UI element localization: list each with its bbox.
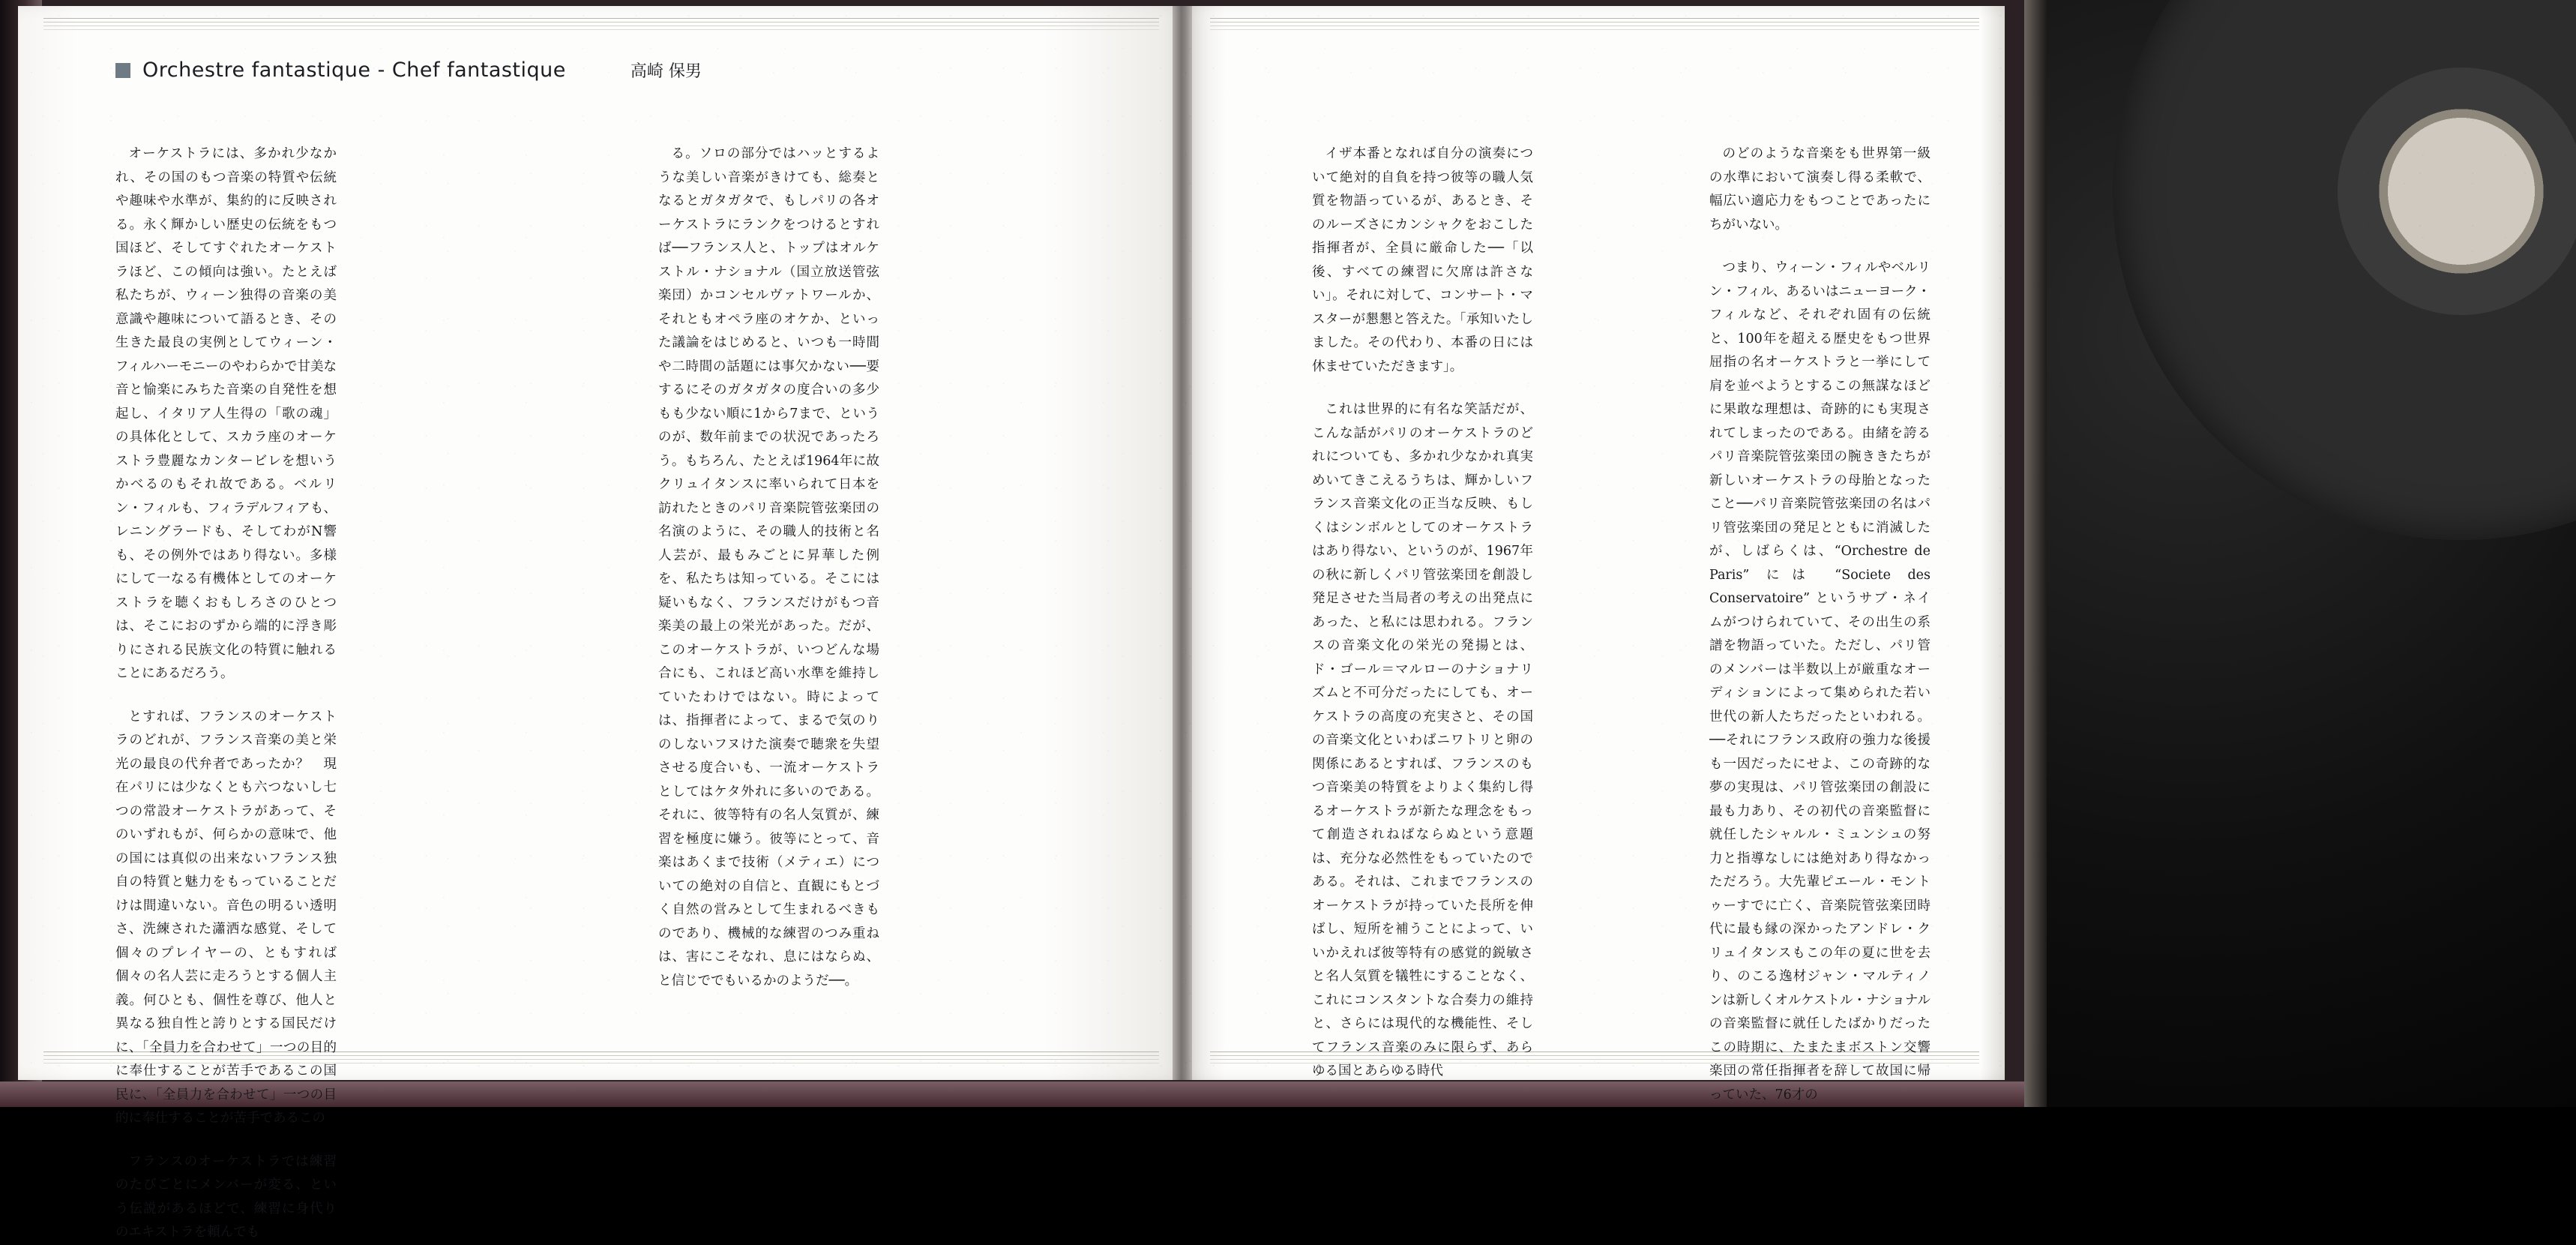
page-title: Orchestre fantastique - Chef fantastique xyxy=(142,58,566,82)
paragraph: のどのような音楽をも世界第一級の水準において演奏し得る柔軟で、幅広い適応力をもつことであったにちがいない。 xyxy=(1709,146,1931,232)
text-column-4 xyxy=(1709,142,1931,1107)
compact-disc xyxy=(2113,0,2576,540)
page-gutter xyxy=(1173,6,1192,1080)
paragraph: る。ソロの部分ではハッとするような美しい音楽がきけても、総奏となるとガタガタで、もしパリの各オーケストラにランクをつけるとすれば──フランス人と、トップはオルケストル・ナショナル（国立放送管弦楽団）かコンセルヴァトワールか、それともオペラ座のオケか、といった議論をはじめると、いつも一時間や二時間の話題には事欠かない──要するにそのガタガタの度合いの多少もも少ない順に1から7まで、というのが、数年前までの状況であったろう。もちろん、たとえば1964年に故クリュイタンスに率いられて日本を訪れたときのパリ音楽院管弦楽団の名演のように、その職人的技術と名人芸が、最もみごとに昇華した例を、私たちは知っている。そこには疑いもなく、フランスだけがもつ音楽美の最上の栄光があった。だが、このオーケストラが、いつどんな場合にも、これほど高い水準を維持していたわけではない。時によっては、指揮者によって、まるで気のりのしないフヌけた演奏で聴衆を失望させる度合いも、一流オーケストラとしてはケタ外れに多いのである。それに、彼等特有の名人気質が、練習を極度に嫌う。彼等にとって、音楽はあくまで技術（メティエ）についての絶対の自信と、直観にもとづく自然の営みとして生まれるべきものであり、機械的な練習のつみ重ねは、害にこそなれ、息にはならぬ、と信じででもいるかのようだ──。 xyxy=(658,146,879,988)
text-column-1 xyxy=(115,142,337,1245)
tray-lip xyxy=(2024,0,2047,1107)
page-left-top-rules xyxy=(43,18,1159,34)
text-column-2 xyxy=(658,142,879,993)
disc-hub xyxy=(2338,68,2576,315)
paragraph: イザ本番となれば自分の演奏について絶対的自負を持つ彼等の職人気質を物語っているが、あるとき、そのルーズさにカンシャクをおこした指揮者が、全員に厳命した──「以後、すべての練習に欠席は許さない」。それに対して、コンサート・マスターが懇懇と答えた。「承知いたしました。その代わり、本番の日には休ませていただきます」。 xyxy=(1312,146,1533,374)
article-author: 高崎 保男 xyxy=(630,62,702,81)
paragraph: フランスのオーケストラでは練習のたびごとにメンバーが変る、という伝説があるほどで、練習に身代りのエキストラを頼んでも xyxy=(115,1154,337,1240)
paragraph: これは世界的に有名な笑話だが、こんな話がパリのオーケストラのどれについても、多かれ少なかれ真実めいてきこえるうちは、輝かしいフランス音楽文化の正当な反映、もしくはシンボルとしてのオーケストラはあり得ない、というのが、1967年の秋に新しくパリ管弦楽団を創設し発足させた当局者の考えの出発点にあった、と私には思われる。フランスの音楽文化の栄光の発揚とは、ド・ゴール＝マルローのナショナリズムと不可分だったにしても、オーケストラの高度の充実さと、その国の音楽文化といわばニワトリと卵の関係にあるとすれば、フランスのもつ音楽美の特質をよりよく集約し得るオーケストラが新たな理念をもって創造されねばならぬという意題は、充分な必然性をもっていたのである。それは、これまでフランスのオーケストラが持っていた長所を伸ばし、短所を補うことによって、いいかえれば彼等特有の感覚的鋭敏さと名人気質を犠牲にすることなく、これにコンスタントな合奏力の維持と、さらには現代的な機能性、そしてフランス音楽のみに限らず、あらゆる国とあらゆる時代 xyxy=(1312,402,1533,1078)
paragraph: つまり、ウィーン・フィルやベルリン・フィル、あるいはニューヨーク・フィルなど、それぞれ固有の伝統と、100年を超える歴史をもつ世界屈指の名オーケストラと一挙にして肩を並べようとするこの無謀なほどに果敢な理想は、奇跡的にも実現されてしまったのである。由緒を誇るパリ音楽院管弦楽団の腕ききたちが新しいオーケストラの母胎となったこと──パリ音楽院管弦楽団の名はパリ管弦楽団の発足とともに消滅したが、しばらくは、“Orchestre de Paris” には “Societe des Conservatoire” というサブ・ネイムがつけられていて、その出生の系譜を物語っていた。ただし、パリ管のメンバーは半数以上が厳重なオーディションによって集められた若い世代の新人たちだったといわれる。──それにフランス政府の強力な後援も一因だったにせよ、この奇跡的な夢の実現は、パリ管弦楽団の創設に最も力あり、その初代の音楽監督に就任したシャルル・ミュンシュの努力と指導なしには絶対あり得なかっただろう。大先輩ピエール・モントゥーすでに亡く、音楽院管弦楽団時代に最も縁の深かったアンドレ・クリュイタンスもこの年の夏に世を去り、のこる逸材ジャン・マルティノンは新しくオルケストル・ナショナルの音楽監督に就任したばかりだったこの時期に、たまたまボストン交響楽団の常任指揮者を辞して故国に帰っていた、76才の xyxy=(1709,260,1931,1102)
text-column-3 xyxy=(1312,142,1533,1084)
article-headline xyxy=(115,58,702,82)
paragraph: とすれば、フランスのオーケストラのどれが、フランス音楽の美と栄光の最良の代弁者であったか？ 現在パリには少なくとも六つないし七つの常設オーケストラがあって、そのいずれもが、何らかの意味で、他の国には真似の出来ないフランス独自の特質と魅力をもっていることだけは間違いない。音色の明るい透明さ、洗練された瀟洒な感覚、そして個々のプレイヤーの、ともすれば個々の名人芸に走ろうとする個人主義。何ひとも、個性を尊び、他人と異なる独自性と誇りとする国民だけに、「全員力を合わせて」一つの目的に奉仕することが苦手であるこの国民に、「全員力を合わせて」一つの目的に奉仕することが苦手であるこの xyxy=(115,709,337,1126)
filled-square-icon xyxy=(115,63,130,78)
page-right-top-rules xyxy=(1210,18,1979,34)
paragraph: オーケストラには、多かれ少なかれ、その国のもつ音楽の特質や伝統や趣味や水準が、集約的に反映される。永く輝かしい歴史の伝統をもつ国ほど、そしてすぐれたオーケストラほど、この傾向は強い。たとえば私たちが、ウィーン独得の音楽の美意識や趣味について語るとき、その生きた最良の実例としてウィーン・フィルハーモニーのやわらかで甘美な音と愉楽にみちた音楽の自発性を想起し、イタリア人生得の「歌の魂」の具体化として、スカラ座のオーケストラ豊麗なカンタービレを想いうかべるのもそれ故である。ベルリン・フィルも、フィラデルフィアも、レニングラードも、そしてわがN響も、その例外ではあり得ない。多様にして一なる有機体としてのオーケストラを聴くおもしろさのひとつは、そこにおのずから端的に浮き彫りにされる民族文化の特質に触れることにあるだろう。 xyxy=(115,146,337,681)
cd-tray-area xyxy=(2024,0,2576,1107)
